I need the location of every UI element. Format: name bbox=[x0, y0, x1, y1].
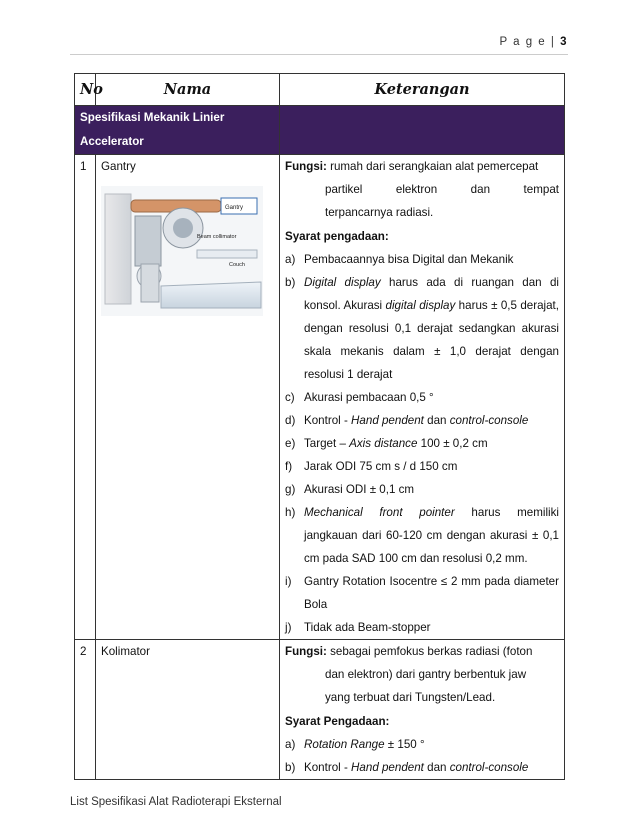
item-emph: Rotation Range bbox=[304, 738, 385, 751]
list-item bbox=[285, 455, 559, 478]
list-item bbox=[285, 409, 559, 432]
item-label: j) bbox=[285, 621, 292, 634]
list-item bbox=[285, 271, 559, 386]
table-row bbox=[75, 155, 565, 640]
item-pre: Kontrol - bbox=[304, 414, 352, 427]
syarat-title: Syarat Pengadaan: bbox=[285, 715, 390, 728]
list-item bbox=[285, 570, 559, 616]
gantry-image bbox=[101, 186, 263, 316]
list-item bbox=[285, 478, 559, 501]
list-item bbox=[285, 733, 559, 756]
item-pre: Kontrol - bbox=[304, 761, 352, 774]
fungsi-line bbox=[285, 640, 559, 663]
item-emph: Hand pendent bbox=[351, 761, 424, 774]
section-title: Spesifikasi Mekanik Linier Accelerator bbox=[75, 106, 280, 155]
item-text-2: harus ± 0,5 derajat, dengan resolusi 0,1 derajat sedangkan akurasi skala mekanis dalam ± 1,0 derajat dengan resolusi 1 derajat bbox=[304, 299, 559, 381]
fungsi-label: Fungsi: bbox=[285, 645, 327, 658]
list-item bbox=[285, 248, 559, 271]
item-label: f) bbox=[285, 460, 293, 473]
item-emph: Axis distance bbox=[349, 437, 418, 450]
fungsi-text-2: partikel elektron dan tempat bbox=[325, 183, 559, 196]
gantry-label: Gantry bbox=[225, 205, 244, 211]
item-label: e) bbox=[285, 437, 296, 450]
item-emph: Digital display bbox=[304, 276, 381, 289]
item-text: harus memiliki jangkauan dari 60-120 cm dengan akurasi ± 0,1 cm pada SAD 100 cm dan resolusi 0,2 mm. bbox=[304, 506, 560, 565]
item-label: c) bbox=[285, 391, 295, 404]
item-emph-2: control-console bbox=[449, 414, 529, 427]
syarat-list bbox=[285, 248, 559, 639]
page-header bbox=[499, 36, 568, 48]
item-emph-2: control-console bbox=[449, 761, 529, 774]
item-emph: Hand pendent bbox=[351, 414, 424, 427]
fungsi-text-1: rumah dari serangkaian alat pemercepat bbox=[330, 160, 539, 173]
item-text: Akurasi ODI ± 0,1 cm bbox=[304, 483, 415, 496]
item-text: harus ada di ruangan dan di konsol. Akurasi bbox=[304, 276, 559, 312]
item-label: a) bbox=[285, 738, 296, 751]
fungsi-text-2: dan elektron) dari gantry berbentuk jaw bbox=[325, 668, 527, 681]
row-nama-cell bbox=[96, 155, 280, 640]
page-footer: List Spesifikasi Alat Radioterapi Eksternal bbox=[70, 796, 282, 808]
row-keterangan bbox=[280, 155, 565, 640]
fungsi-text-1: sebagai pemfokus berkas radiasi (foton bbox=[330, 645, 533, 658]
item-text: dan bbox=[423, 414, 450, 427]
item-pre: Target – bbox=[304, 437, 350, 450]
item-text: Pembacaannya bisa Digital dan Mekanik bbox=[304, 253, 514, 266]
list-item bbox=[285, 432, 559, 455]
item-label: g) bbox=[285, 483, 296, 496]
table-head-row bbox=[75, 74, 565, 106]
item-emph: Mechanical front pointer bbox=[304, 506, 455, 519]
item-text: Gantry Rotation Isocentre ≤ 2 mm pada diameter Bola bbox=[304, 575, 559, 611]
item-label: h) bbox=[285, 506, 296, 519]
head-nama: Nama bbox=[96, 74, 280, 106]
item-label: i) bbox=[285, 575, 292, 588]
row-nama: Gantry bbox=[101, 160, 136, 173]
item-emph-2: digital display bbox=[385, 299, 456, 312]
header-divider bbox=[70, 54, 568, 55]
item-label: a) bbox=[285, 253, 296, 266]
item-text: ± 150 ° bbox=[384, 738, 425, 751]
item-text: Tidak ada Beam-stopper bbox=[304, 621, 431, 634]
list-item bbox=[285, 501, 559, 570]
item-text: Jarak ODI 75 cm s / d 150 cm bbox=[304, 460, 458, 473]
page-number: 3 bbox=[560, 36, 568, 48]
fungsi-text-3: terpancarnya radiasi. bbox=[325, 206, 434, 219]
list-item bbox=[285, 756, 559, 779]
couch-label: Couch bbox=[229, 262, 245, 268]
list-item bbox=[285, 616, 559, 639]
head-keterangan: Keterangan bbox=[280, 74, 565, 106]
item-label: b) bbox=[285, 761, 296, 774]
syarat-title: Syarat pengadaan: bbox=[285, 230, 389, 243]
fungsi-line bbox=[285, 155, 559, 178]
fungsi-text-3: yang terbuat dari Tungsten/Lead. bbox=[325, 691, 496, 704]
row-no: 2 bbox=[75, 640, 96, 780]
page-label: P a g e | bbox=[499, 36, 556, 48]
row-nama: Kolimator bbox=[96, 640, 280, 780]
list-item bbox=[285, 386, 559, 409]
row-no: 1 bbox=[75, 155, 96, 640]
item-text: dan bbox=[423, 761, 450, 774]
row-keterangan bbox=[280, 640, 565, 780]
section-blank bbox=[280, 106, 565, 155]
beam-label: Beam collimator bbox=[197, 234, 237, 240]
item-label: d) bbox=[285, 414, 296, 427]
item-text: Akurasi pembacaan 0,5 ° bbox=[304, 391, 434, 404]
table-row bbox=[75, 640, 565, 780]
head-no: No bbox=[75, 74, 96, 106]
section-row bbox=[75, 106, 565, 155]
spec-table bbox=[74, 73, 565, 780]
item-text: 100 ± 0,2 cm bbox=[417, 437, 488, 450]
fungsi-label: Fungsi: bbox=[285, 160, 327, 173]
syarat-list bbox=[285, 733, 559, 779]
item-label: b) bbox=[285, 276, 296, 289]
